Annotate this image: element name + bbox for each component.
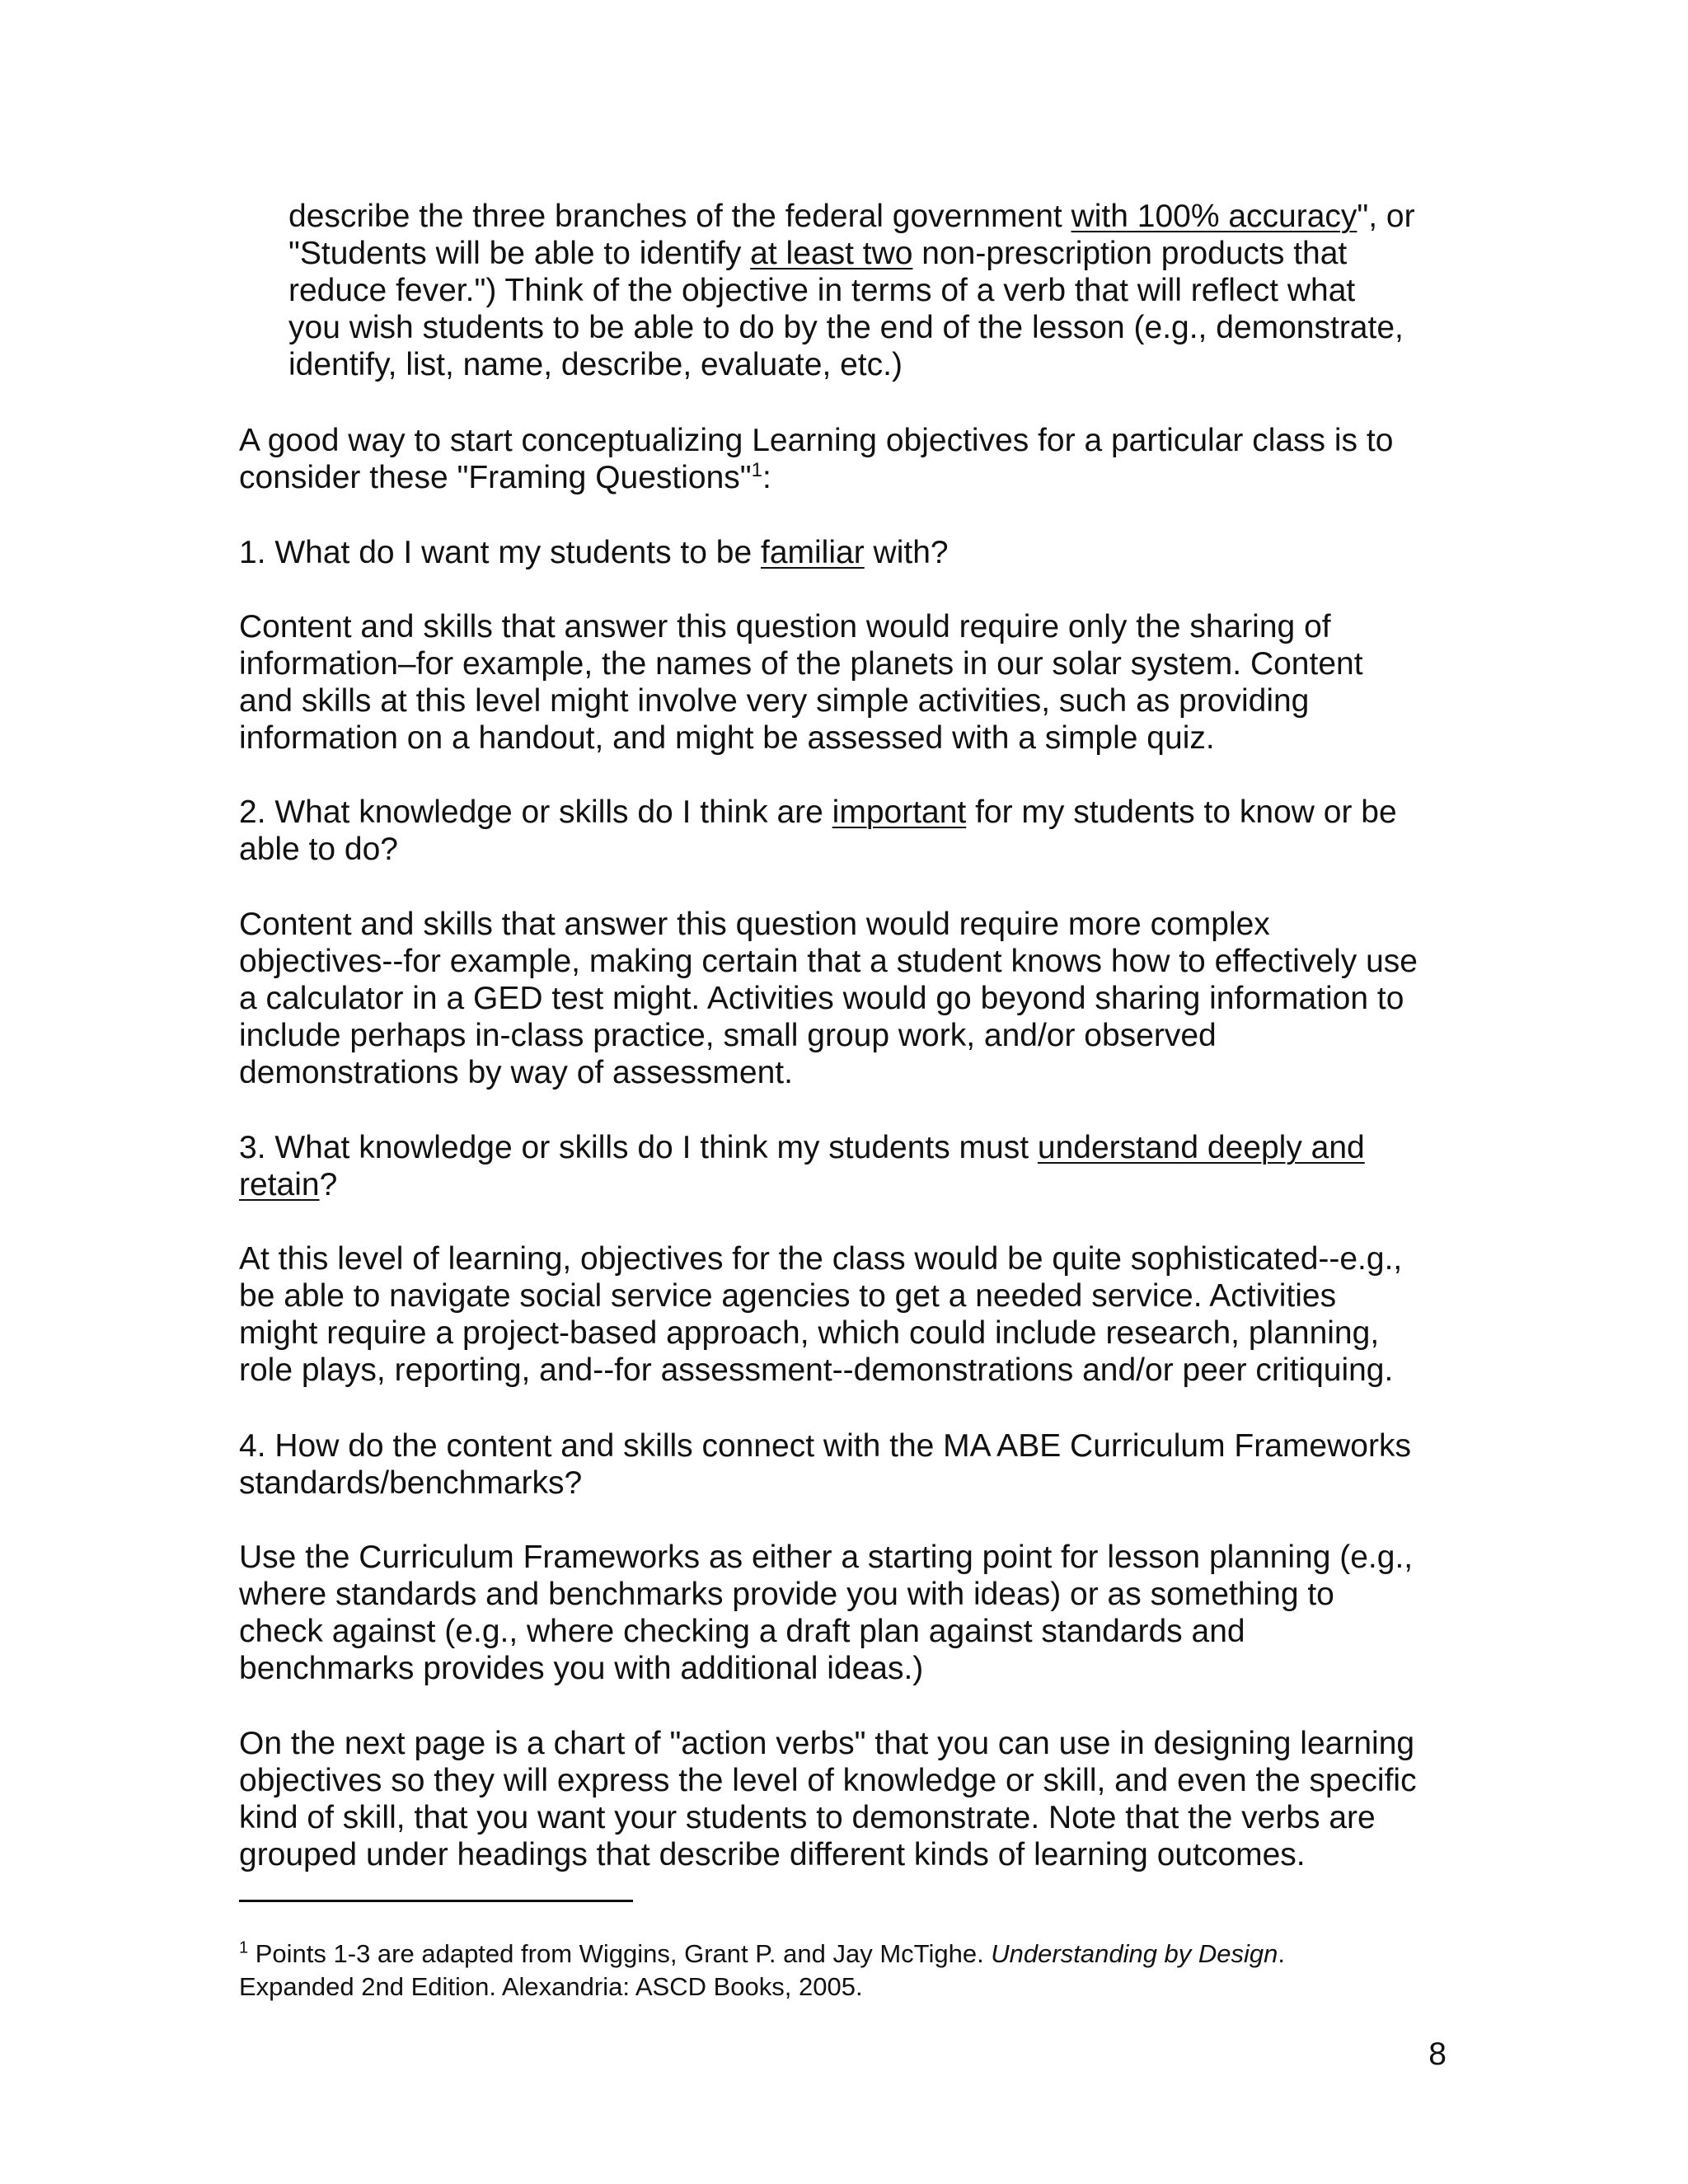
text-run: be able to navigate social service agencies to get a needed service. Activities — [239, 1278, 1337, 1314]
answer-1-paragraph — [239, 608, 1459, 757]
footnote-mark: 1 — [239, 1938, 249, 1957]
text-run: On the next page is a chart of "action verbs" that you can use in designing learning — [239, 1726, 1415, 1761]
text-run: objectives--for example, making certain that a student knows how to effectively use — [239, 944, 1418, 979]
text-run: non-prescription products that — [912, 236, 1348, 271]
text-run: consider these "Framing Questions" — [239, 460, 752, 495]
text-run: A good way to start conceptualizing Learning objectives for a particular class is to — [239, 423, 1394, 458]
objective-examples-paragraph — [288, 198, 1459, 383]
underlined-phrase: at least two — [750, 236, 913, 271]
text-run: kind of skill, that you want your students to demonstrate. Note that the verbs are — [239, 1800, 1376, 1835]
underlined-phrase: with 100% accuracy — [1071, 199, 1357, 234]
text-run: where standards and benchmarks provide you with ideas) or as something to — [239, 1577, 1334, 1612]
text-run: able to do? — [239, 832, 399, 867]
text-run: . — [1278, 1939, 1286, 1968]
underlined-phrase: retain — [239, 1167, 320, 1202]
text-run: Points 1-3 are adapted from Wiggins, Grant P. and Jay McTighe. — [248, 1939, 992, 1968]
text-run: 4. How do the content and skills connect with the MA ABE Curriculum Frameworks — [239, 1428, 1411, 1464]
footnote-reference: 1 — [751, 459, 762, 481]
text-run: you wish students to be able to do by the end of the lesson (e.g., demonstrate, — [288, 310, 1404, 345]
text-run: Content and skills that answer this question would require more complex — [239, 907, 1270, 942]
framing-intro-paragraph — [239, 422, 1459, 496]
question-4-heading — [239, 1427, 1459, 1502]
text-run: standards/benchmarks? — [239, 1465, 583, 1501]
text-run: information on a handout, and might be assessed with a simple quiz. — [239, 720, 1215, 756]
text-run: 2. What knowledge or skills do I think are — [239, 794, 832, 830]
question-2-heading — [239, 794, 1459, 868]
text-run: : — [762, 460, 771, 495]
book-title: Understanding by Design — [991, 1939, 1278, 1968]
text-run: 1. What do I want my students to be — [239, 535, 761, 570]
text-run: demonstrations by way of assessment. — [239, 1055, 793, 1090]
text-run: for my students to know or be — [966, 794, 1397, 830]
text-run: role plays, reporting, and--for assessment--demonstrations and/or peer critiquing. — [239, 1352, 1394, 1388]
text-run: 3. What knowledge or skills do I think my students must — [239, 1130, 1038, 1165]
page-number: 8 — [1428, 2036, 1447, 2072]
text-run: benchmarks provides you with additional ideas.) — [239, 1651, 924, 1686]
text-run: with? — [864, 535, 949, 570]
text-run: Expanded 2nd Edition. Alexandria: ASCD Books, 2005. — [239, 1972, 863, 2001]
action-verbs-paragraph — [239, 1725, 1459, 1873]
question-1-heading — [239, 534, 1459, 571]
text-run: ? — [319, 1167, 338, 1202]
text-run: and skills at this level might involve very simple activities, such as providing — [239, 683, 1310, 719]
text-run: reduce fever.") Think of the objective in terms of a verb that will reflect what — [288, 273, 1356, 308]
footnote-separator — [239, 1900, 633, 1902]
text-run: identify, list, name, describe, evaluate, etc.) — [288, 347, 903, 382]
answer-2-paragraph — [239, 906, 1459, 1091]
text-run: Content and skills that answer this question would require only the sharing of — [239, 609, 1331, 644]
text-run: ", or — [1357, 199, 1415, 234]
text-run: information–for example, the names of the planets in our solar system. Content — [239, 646, 1363, 682]
text-run: describe the three branches of the federal government — [288, 199, 1071, 234]
question-3-heading — [239, 1129, 1459, 1203]
underlined-phrase: important — [832, 794, 967, 830]
text-run: check against (e.g., where checking a draft plan against standards and — [239, 1614, 1245, 1649]
answer-3-paragraph — [239, 1240, 1459, 1389]
text-run: "Students will be able to identify — [288, 236, 751, 271]
text-run: might require a project-based approach, which could include research, planning, — [239, 1315, 1380, 1351]
answer-4-paragraph — [239, 1539, 1459, 1687]
underlined-phrase: understand deeply and — [1037, 1130, 1365, 1165]
text-run: a calculator in a GED test might. Activities would go beyond sharing information to — [239, 981, 1404, 1016]
footnote — [239, 1938, 1459, 2004]
text-run: grouped under headings that describe different kinds of learning outcomes. — [239, 1837, 1306, 1872]
text-run: objectives so they will express the level of knowledge or skill, and even the specific — [239, 1763, 1417, 1798]
text-run: Use the Curriculum Frameworks as either a starting point for lesson planning (e.g., — [239, 1540, 1414, 1575]
text-run: At this level of learning, objectives for the class would be quite sophisticated--e.g., — [239, 1241, 1403, 1277]
text-run: include perhaps in-class practice, small group work, and/or observed — [239, 1018, 1217, 1053]
underlined-phrase: familiar — [761, 535, 865, 570]
